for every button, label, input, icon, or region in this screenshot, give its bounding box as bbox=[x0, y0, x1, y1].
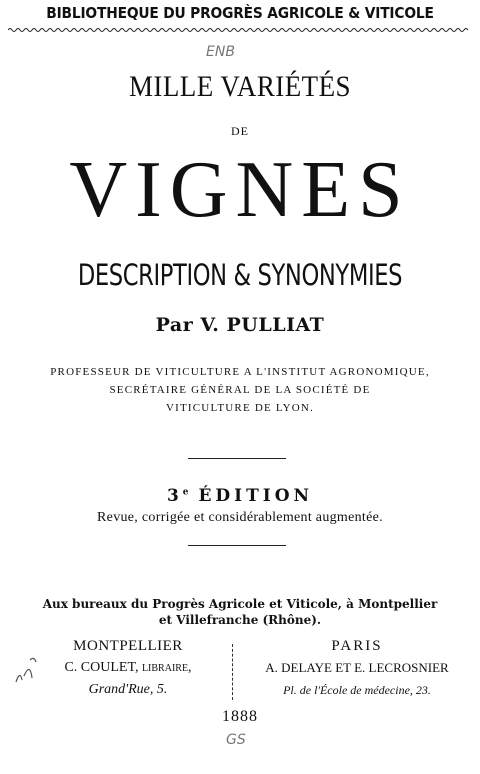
bureaux-line-2: et Villefranche (Rhône). bbox=[158, 613, 322, 627]
edition-suffix: e bbox=[182, 487, 189, 498]
bureaux-line-1: Aux bureaux du Progrès Agricole et Viticole, à Montpellier bbox=[42, 597, 438, 611]
author-title-3: VITICULTURE DE LYON. bbox=[165, 402, 315, 414]
edition-number: 3 bbox=[166, 486, 183, 506]
library-stamp-top: ENB bbox=[206, 44, 235, 60]
left-publisher-name: C. COULET, libraire, bbox=[64, 660, 192, 675]
edition-line bbox=[0, 486, 480, 506]
publication-year: 1888 bbox=[222, 708, 258, 725]
title-line-1: MILLE VARIÉTÉS bbox=[128, 70, 352, 103]
library-stamp-bottom: GS bbox=[226, 732, 246, 748]
series-title: BIBLIOTHEQUE DU PROGRÈS AGRICOLE & VITICOLE bbox=[46, 4, 434, 22]
left-publisher-address: Grand'Rue, 5. bbox=[88, 682, 168, 697]
separator-rule-1 bbox=[188, 458, 286, 459]
publisher-divider bbox=[232, 644, 233, 700]
separator-rule-2 bbox=[188, 545, 286, 546]
wavy-rule-top bbox=[8, 27, 470, 33]
main-title: VIGNES bbox=[69, 146, 411, 234]
edition-note: Revue, corrigée et considérablement augmentée. bbox=[97, 510, 383, 525]
right-publisher-address: Pl. de l'École de médecine, 23. bbox=[283, 683, 431, 697]
handwritten-mark-left bbox=[12, 652, 42, 696]
author-title-1: PROFESSEUR DE VITICULTURE A L'INSTITUT AGRONOMIQUE, bbox=[50, 366, 430, 378]
left-publisher-city: MONTPELLIER bbox=[73, 638, 183, 654]
author-title-2: SECRÉTAIRE GÉNÉRAL DE LA SOCIÉTÉ DE bbox=[109, 384, 371, 396]
title-de: DE bbox=[231, 124, 249, 138]
right-publisher-city: PARIS bbox=[331, 638, 383, 654]
edition-word: ÉDITION bbox=[198, 486, 314, 506]
right-publisher-name: A. DELAYE ET E. LECROSNIER bbox=[265, 660, 449, 675]
author-line: Par V. PULLIAT bbox=[155, 314, 325, 336]
subtitle: DESCRIPTION & SYNONYMIES bbox=[77, 258, 403, 292]
